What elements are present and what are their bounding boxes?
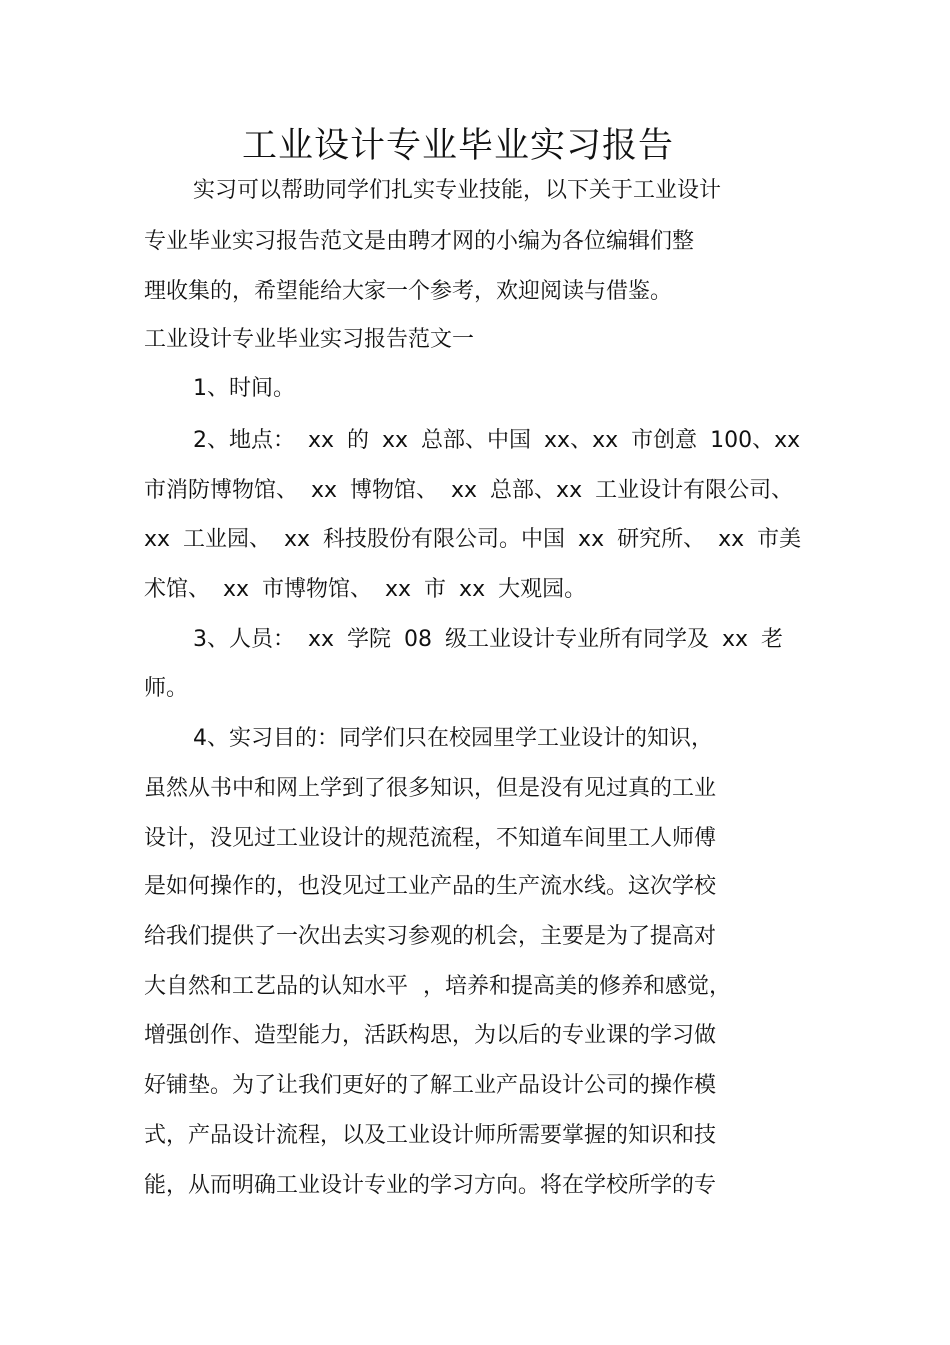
paragraph-line: 2、地点： xx 的 xx 总部、中国 xx、xx 市创意 100、xx (193, 428, 801, 453)
paragraph-line: 大自然和工艺品的认知水平 ，培养和提高美的修养和感觉， (144, 974, 731, 999)
section-heading: 工业设计专业毕业实习报告范文一 (144, 327, 475, 352)
document-title: 工业设计专业毕业实习报告 (241, 126, 674, 166)
paragraph-line: 好铺垫。为了让我们更好的了解工业产品设计公司的操作模 (144, 1073, 717, 1098)
paragraph-line: 实习可以帮助同学们扎实专业技能，以下关于工业设计 (193, 178, 722, 203)
paragraph-line: 虽然从书中和网上学到了很多知识，但是没有见过真的工业 (144, 776, 717, 801)
paragraph-line: 4、实习目的：同学们只在校园里学工业设计的知识， (193, 726, 713, 751)
paragraph-line: 术馆、 xx 市博物馆、 xx 市 xx 大观园。 (144, 577, 587, 602)
paragraph-line: 式，产品设计流程，以及工业设计师所需要掌握的知识和技 (144, 1123, 717, 1148)
paragraph-line: 市消防博物馆、 xx 博物馆、 xx 总部、xx 工业设计有限公司、 (144, 478, 794, 503)
paragraph-line: 设计，没见过工业设计的规范流程，不知道车间里工人师傅 (144, 826, 717, 851)
paragraph-line: xx 工业园、 xx 科技股份有限公司。中国 xx 研究所、 xx 市美 (144, 527, 802, 552)
paragraph-line: 增强创作、造型能力，活跃构思，为以后的专业课的学习做 (144, 1023, 717, 1048)
paragraph-line: 能，从而明确工业设计专业的学习方向。将在学校所学的专 (144, 1173, 717, 1198)
paragraph-line: 是如何操作的，也没见过工业产品的生产流水线。这次学校 (144, 874, 717, 899)
paragraph-line: 给我们提供了一次出去实习参观的机会，主要是为了提高对 (144, 924, 717, 949)
paragraph-line: 1、时间。 (193, 376, 295, 401)
paragraph-line: 专业毕业实习报告范文是由聘才网的小编为各位编辑们整 (144, 229, 695, 254)
paragraph-line: 师。 (144, 676, 189, 701)
paragraph-line: 3、人员： xx 学院 08 级工业设计专业所有同学及 xx 老 (193, 627, 784, 652)
paragraph-line: 理收集的，希望能给大家一个参考，欢迎阅读与借鉴。 (144, 279, 673, 304)
